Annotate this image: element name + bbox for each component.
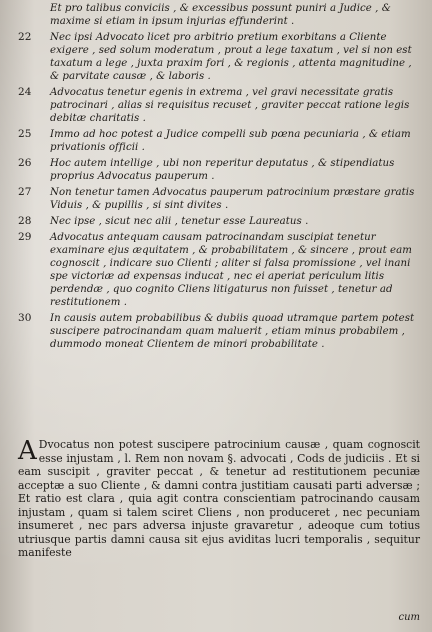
- item-text: Advocatus tenetur egenis in extrema , vel gravi necessitate gratis patrocinari , alias si requisitus recuset , graviter peccat ratione legis debitæ charitatis .: [50, 87, 410, 124]
- drop-cap: A: [18, 436, 37, 466]
- list-item: [0, 157, 432, 183]
- list-item: [0, 86, 432, 125]
- main-paragraph: [0, 438, 432, 560]
- item-number: 29: [18, 231, 32, 243]
- item-text: Non tenetur tamen Advocatus pauperum patrocinium præstare gratis Viduis , & pupillis , si sint divites .: [50, 187, 415, 211]
- item-text: Advocatus antequam causam patrocinandam suscipiat tenetur examinare ejus æquitatem , & probabilitatem , & sincere , prout eam cognoscit , indicare suo Clienti ; aliter si falsa promissione , vel inani spe victoriæ ad expensas inducat , nec ei aperiat periculum litis perdendæ , quo cognito Cliens litigaturus non fuisset , tenetur ad restitutionem .: [50, 232, 412, 308]
- list-item: [0, 312, 432, 351]
- item-text: Immo ad hoc potest a Judice compelli sub pœna pecuniaria , & etiam privationis officii .: [50, 129, 411, 153]
- item-text: Nec ipse , sicut nec alii , tenetur esse Laureatus .: [50, 216, 309, 227]
- item-text: Nec ipsi Advocato licet pro arbitrio pretium exorbitans a Cliente exigere , sed solum moderatum , prout a lege taxatum , vel si non est taxatum a lege , juxta praxim fori , & regionis , attenta magnitudine , & parvitate causæ , & laboris .: [50, 32, 412, 82]
- item-number: 30: [18, 312, 32, 324]
- item-number: 26: [18, 157, 32, 169]
- list-item: [0, 128, 432, 154]
- item-number: 25: [18, 128, 32, 140]
- list-item: [0, 31, 432, 83]
- item-text: In causis autem probabilibus & dubiis quoad utramque partem potest suscipere patrocinandam quam maluerit , etiam minus probabilem , dummodo moneat Clientem de minori probabilitate .: [50, 313, 415, 350]
- paragraph-text: Dvocatus non potest suscipere patrocinium causæ , quam cognoscit esse injustam , l. Rem non novam §. advocati , Cods de judiciis . Et si eam suscipit , graviter peccat , & tenetur ad restitutionem pecuniæ acceptæ a suo Cliente , & damni contra justitiam causati parti adversæ ; Et ratio est clara , quia agit contra conscientiam patrocinando causam injustam , quam si talem sciret Cliens , non produceret , nec pecuniam insumeret , nec pars adversa injuste gravaretur , adeoque cum totius utriusque partis damni causa sit ejus aviditas lucri temporalis , sequitur manifeste: [18, 438, 420, 559]
- item-number: 27: [18, 186, 32, 198]
- list-item: [0, 231, 432, 309]
- item-number: 24: [18, 86, 32, 98]
- catchword: cum: [398, 612, 420, 623]
- item-number: 22: [18, 31, 32, 43]
- item-text: Hoc autem intellige , ubi non reperitur deputatus , & stipendiatus proprius Advocatus pauperum .: [50, 158, 395, 182]
- item-text: Et pro talibus conviciis , & excessibus possunt puniri a Judice , & maxime si etiam in ipsum injurias effunderint .: [50, 3, 391, 27]
- item-number: 28: [18, 215, 32, 227]
- list-item: [0, 215, 432, 228]
- list-item: [0, 186, 432, 212]
- list-item: [0, 2, 432, 28]
